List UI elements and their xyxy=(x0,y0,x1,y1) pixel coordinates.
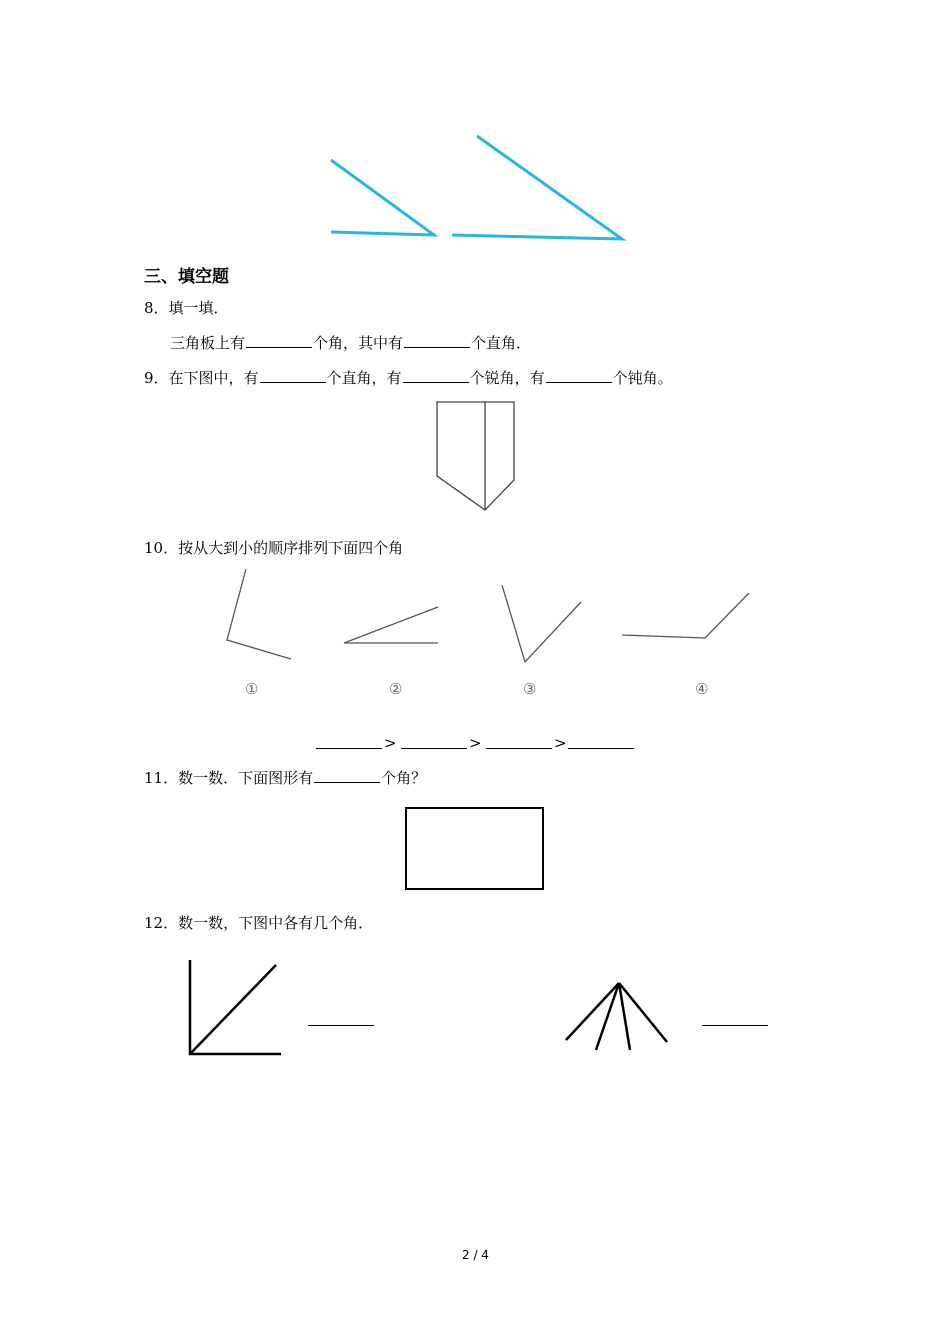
q8-text-3: 个直角． xyxy=(471,334,532,352)
q9-text-3: 个锐角，有 xyxy=(469,369,545,387)
q12-blank-left[interactable] xyxy=(308,1025,374,1026)
q12-figure-right xyxy=(566,983,667,1050)
gt-sign-3: > xyxy=(554,734,567,752)
q9-text-1: 9．在下图中，有 xyxy=(144,369,259,387)
angle-label-3: ③ xyxy=(523,680,537,698)
angle-label-4: ④ xyxy=(695,680,709,698)
q8-text-2: 个角，其中有 xyxy=(313,334,404,352)
q9-text-4: 个钝角。 xyxy=(612,369,673,387)
gt-sign-2: > xyxy=(469,734,482,752)
q12-blank-right[interactable] xyxy=(702,1025,768,1026)
section-title: 三、填空题 xyxy=(144,267,229,287)
q10-title: 10．按从大到小的顺序排列下面四个角 xyxy=(144,539,404,557)
angle-label-2: ② xyxy=(389,680,403,698)
page-number: 2 / 4 xyxy=(462,1248,489,1262)
gt-sign-1: > xyxy=(384,734,397,752)
q11-text-1: 11．数一数．下面图形有 xyxy=(144,769,314,787)
q9-text-2: 个直角，有 xyxy=(326,369,402,387)
q12-title: 12．数一数，下图中各有几个角． xyxy=(144,914,374,932)
q11-text-2: 个角？ xyxy=(381,769,427,787)
q12-figure-left xyxy=(190,960,281,1054)
q8-text-1: 三角板上有 xyxy=(170,334,246,352)
angle-label-1: ① xyxy=(245,680,259,698)
q8-title: 8．填一填． xyxy=(144,299,229,317)
